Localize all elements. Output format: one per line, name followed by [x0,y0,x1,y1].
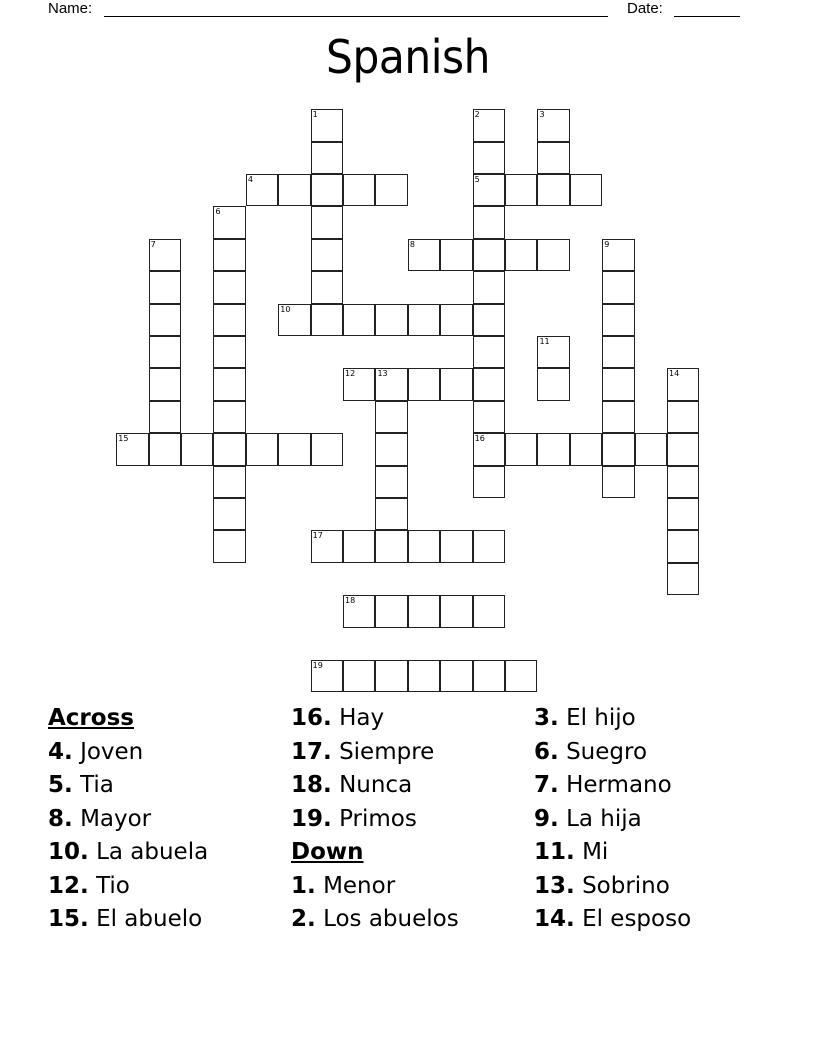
crossword-cell[interactable] [473,174,505,206]
crossword-cell[interactable] [408,530,440,562]
cell-number: 11 [539,337,550,347]
clue-number: 5. [48,772,73,798]
crossword-cell[interactable] [667,433,699,465]
crossword-cell[interactable] [408,239,440,271]
crossword-cell[interactable] [213,530,245,562]
clue-number: 18. [291,772,332,798]
clue-across-16 [291,702,459,736]
name-label: Name: [48,0,93,17]
crossword-cell[interactable] [505,660,537,692]
cell-number: 15 [118,434,129,444]
crossword-grid [117,110,737,710]
across-heading: Across [48,705,134,731]
crossword-cell[interactable] [505,433,537,465]
cell-number: 7 [150,239,156,249]
clue-down-9 [534,803,691,837]
clue-text: La abuela [96,839,209,865]
cell-number: 3 [539,110,545,120]
clue-number: 12. [48,872,89,899]
crossword-cell[interactable] [375,595,407,627]
crossword-cell[interactable] [537,336,569,368]
crossword-cell[interactable] [343,368,375,400]
crossword-cell[interactable] [602,401,634,433]
down-heading: Down [291,839,364,865]
crossword-cell[interactable] [246,433,278,465]
crossword-cell[interactable] [311,142,343,174]
crossword-cell[interactable] [278,304,310,336]
crossword-cell[interactable] [473,660,505,692]
cell-number: 18 [345,596,356,606]
clue-down-3 [534,702,691,736]
clue-text: Mayor [80,805,152,832]
crossword-cell[interactable] [473,368,505,400]
date-field[interactable] [674,0,740,17]
crossword-cell[interactable] [440,660,472,692]
crossword-cell[interactable] [602,466,634,498]
clue-across-4 [48,736,208,770]
crossword-cell[interactable] [537,142,569,174]
crossword-cell[interactable] [213,271,245,303]
crossword-cell[interactable] [149,239,181,271]
crossword-cell[interactable] [343,660,375,692]
clue-across-18 [291,769,459,803]
cell-number: 4 [247,175,253,185]
cell-number: 6 [215,207,221,217]
crossword-cell[interactable] [213,433,245,465]
crossword-cell[interactable] [246,174,278,206]
crossword-cell[interactable] [375,530,407,562]
crossword-cell[interactable] [602,368,634,400]
crossword-cell[interactable] [473,271,505,303]
clue-text: El abuelo [96,906,203,932]
crossword-cell[interactable] [473,466,505,498]
crossword-cell[interactable] [278,174,310,206]
clue-number: 3. [534,705,559,731]
crossword-cell[interactable] [570,433,602,465]
clue-across-8 [48,803,208,837]
crossword-cell[interactable] [149,304,181,336]
clue-number: 9. [534,805,559,832]
date-label: Date: [627,0,663,17]
crossword-cell[interactable] [440,530,472,562]
crossword-cell[interactable] [473,401,505,433]
page-title: Spanish [326,30,490,84]
crossword-cell[interactable] [440,368,472,400]
clue-across-5 [48,769,208,803]
crossword-cell[interactable] [213,401,245,433]
crossword-cell[interactable] [440,595,472,627]
clue-number: 10. [48,839,89,865]
crossword-cell[interactable] [311,433,343,465]
cell-number: 1 [312,110,318,120]
clue-text: Hermano [566,772,672,798]
crossword-cell[interactable] [213,466,245,498]
clue-across-12 [48,870,208,904]
crossword-cell[interactable] [602,271,634,303]
cell-number: 2 [474,110,480,120]
crossword-cell[interactable] [570,174,602,206]
cell-number: 9 [604,239,610,249]
crossword-cell[interactable] [311,174,343,206]
crossword-cell[interactable] [473,109,505,141]
crossword-cell[interactable] [667,368,699,400]
crossword-cell[interactable] [181,433,213,465]
crossword-cell[interactable] [149,336,181,368]
crossword-cell[interactable] [473,433,505,465]
crossword-cell[interactable] [278,433,310,465]
crossword-cell[interactable] [375,498,407,530]
clue-text: Tio [96,872,130,899]
crossword-cell[interactable] [505,239,537,271]
clue-down-6 [534,736,691,770]
crossword-cell[interactable] [473,595,505,627]
crossword-cell[interactable] [667,498,699,530]
clues-column-2 [291,702,459,937]
crossword-cell[interactable] [537,109,569,141]
clue-number: 8. [48,805,73,832]
crossword-cell[interactable] [343,174,375,206]
crossword-cell[interactable] [375,660,407,692]
crossword-cell[interactable] [375,174,407,206]
clue-text: El esposo [582,906,692,932]
crossword-cell[interactable] [473,142,505,174]
crossword-cell[interactable] [343,530,375,562]
crossword-cell[interactable] [440,239,472,271]
crossword-cell[interactable] [375,433,407,465]
clue-text: El hijo [566,705,636,731]
clue-across-17 [291,736,459,770]
crossword-cell[interactable] [213,336,245,368]
crossword-cell[interactable] [375,401,407,433]
clues-column-1 [48,702,208,937]
crossword-cell[interactable] [213,304,245,336]
crossword-cell[interactable] [473,239,505,271]
crossword-cell[interactable] [213,239,245,271]
crossword-cell[interactable] [440,304,472,336]
clue-number: 1. [291,872,316,899]
crossword-cell[interactable] [311,239,343,271]
crossword-cell[interactable] [213,368,245,400]
cell-number: 19 [312,661,323,671]
clue-number: 2. [291,906,316,932]
crossword-cell[interactable] [149,433,181,465]
cell-number: 13 [377,369,388,379]
cell-number: 10 [280,304,291,314]
crossword-cell[interactable] [375,368,407,400]
crossword-cell[interactable] [408,595,440,627]
cell-number: 14 [669,369,680,379]
worksheet-header [0,0,816,20]
crossword-cell[interactable] [311,530,343,562]
crossword-cell[interactable] [473,304,505,336]
clue-down-2 [291,903,459,937]
crossword-cell[interactable] [602,336,634,368]
crossword-cell[interactable] [537,239,569,271]
clue-number: 11. [534,839,575,865]
clue-number: 7. [534,772,559,798]
clue-text: Tia [80,772,114,798]
clue-down-13 [534,870,691,904]
clue-text: Mi [582,839,609,865]
crossword-cell[interactable] [149,271,181,303]
clue-text: La hija [566,805,642,832]
crossword-cell[interactable] [473,336,505,368]
crossword-cell[interactable] [602,239,634,271]
clue-down-1 [291,870,459,904]
crossword-cell[interactable] [408,660,440,692]
crossword-cell[interactable] [375,304,407,336]
crossword-cell[interactable] [667,530,699,562]
clue-number: 6. [534,738,559,765]
cell-number: 5 [474,175,480,185]
clue-number: 4. [48,738,73,765]
crossword-cell[interactable] [343,595,375,627]
clue-across-19 [291,803,459,837]
clue-text: Joven [80,738,144,765]
crossword-cell[interactable] [505,174,537,206]
clue-down-7 [534,769,691,803]
clue-number: 19. [291,805,332,832]
clue-number: 13. [534,872,575,899]
crossword-cell[interactable] [149,401,181,433]
crossword-cell[interactable] [311,109,343,141]
cell-number: 12 [345,369,356,379]
crossword-cell[interactable] [473,530,505,562]
clue-down-14 [534,903,691,937]
name-field[interactable] [104,0,608,17]
clue-text: Siempre [339,738,435,765]
crossword-cell[interactable] [473,206,505,238]
crossword-cell[interactable] [213,206,245,238]
clue-number: 16. [291,705,332,731]
crossword-cell[interactable] [537,433,569,465]
cell-number: 8 [409,239,415,249]
crossword-cell[interactable] [311,271,343,303]
clue-across-10 [48,836,208,870]
crossword-cell[interactable] [375,466,407,498]
clue-text: Hay [339,705,385,731]
crossword-cell[interactable] [602,304,634,336]
crossword-cell[interactable] [408,304,440,336]
clue-text: Suegro [566,738,648,765]
crossword-cell[interactable] [343,304,375,336]
crossword-cell[interactable] [311,206,343,238]
crossword-cell[interactable] [116,433,148,465]
crossword-cell[interactable] [311,304,343,336]
crossword-cell[interactable] [408,368,440,400]
crossword-cell[interactable] [667,401,699,433]
cell-number: 16 [474,434,485,444]
clue-number: 14. [534,906,575,932]
cell-number: 17 [312,531,323,541]
clue-text: Nunca [339,772,413,798]
clue-number: 15. [48,906,89,932]
crossword-cell[interactable] [667,466,699,498]
clue-down-11 [534,836,691,870]
clue-text: Los abuelos [323,906,459,932]
crossword-cell[interactable] [213,498,245,530]
clues-column-3 [534,702,691,937]
clue-text: Primos [339,805,417,832]
crossword-cell[interactable] [667,563,699,595]
clue-across-15 [48,903,208,937]
crossword-cell[interactable] [537,174,569,206]
clue-text: Menor [323,872,396,899]
crossword-cell[interactable] [311,660,343,692]
crossword-cell[interactable] [602,433,634,465]
clue-text: Sobrino [582,872,670,899]
crossword-cell[interactable] [537,368,569,400]
crossword-cell[interactable] [635,433,667,465]
crossword-cell[interactable] [149,368,181,400]
clue-number: 17. [291,738,332,765]
